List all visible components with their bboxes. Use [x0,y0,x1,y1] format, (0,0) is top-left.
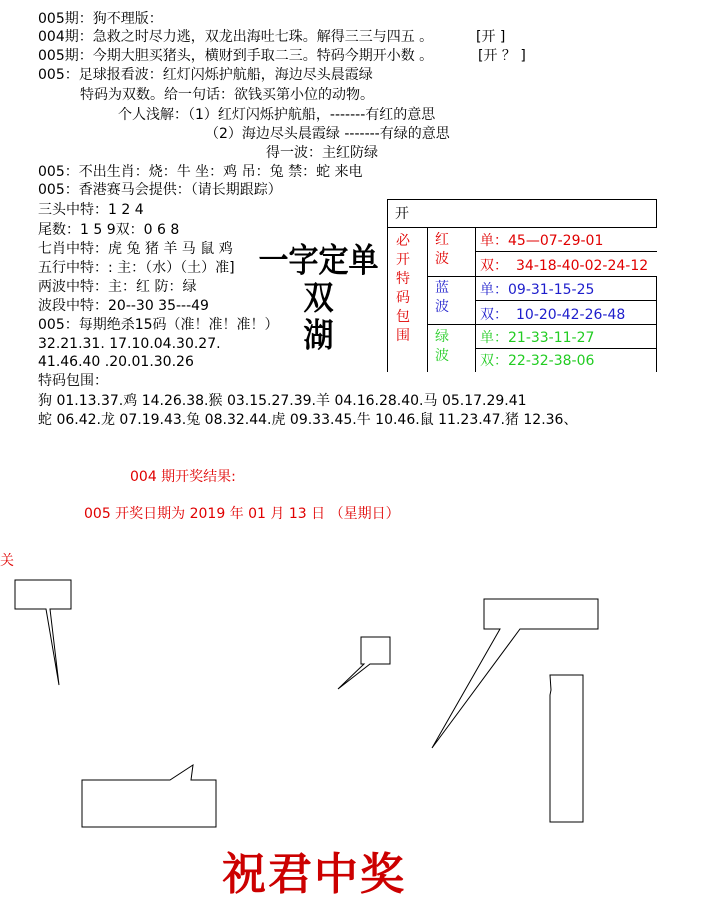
table-row: 单：21-33-11-27 [480,330,595,346]
line-2-bracket: [开 ] [476,29,506,45]
table-row: 双：22-32-38-06 [480,353,595,369]
line-9: 005：不出生肖：烧：牛 坐：鸡 吊：兔 禁：蛇 来电 [38,164,363,180]
table-row: 双： 10-20-42-26-48 [480,307,626,323]
line-22: 蛇 06.42.龙 07.19.43.兔 08.32.44.虎 09.33.45.牛 10.46.鼠 11.23.47.猪 12.36、 [38,412,578,428]
line-2: 004期：急救之时尽力逃，双龙出海吐七珠。解得三三与四五 。 [38,29,434,45]
line-10: 005：香港赛马会提供：（请长期跟踪） [38,182,282,198]
table-row: 单：09-31-15-25 [480,282,595,298]
line-18: 32.21.31. 17.10.04.30.27. [38,336,221,352]
line-21: 狗 01.13.37.鸡 14.26.38.猴 03.15.27.39.羊 04.16.28.40.马 05.17.29.41 [38,393,527,409]
draw-date: 005 开奖日期为 2019 年 01 月 13 日 （星期日） [84,506,400,522]
side-label: 必 开 特 码 包 围 [396,233,410,344]
line-3-bracket: [开 ？ ] [478,48,526,64]
wave-blue: 蓝 波 [435,280,449,315]
line-13: 七肖中特：虎 兔 猪 羊 马 鼠 鸡 [38,241,233,257]
stamp-line: 湖 [303,316,334,356]
line-6: 个人浅解：（1）红灯闪烁护航船，-------有红的意思 [118,107,436,123]
line-15: 两波中特：主：红 防：绿 [38,279,197,295]
edge-mark: 关 [0,553,14,569]
line-5: 特码为双数。给一句话：欲钱买第小位的动物。 [80,87,374,103]
footer-title: 祝君中奖 [222,849,406,900]
line-3: 005期：今期大胆买猪头，横财到手取二三。特码今期开小数 。 [38,48,434,64]
line-17: 005：每期绝杀15码（准！准！准！） [38,317,279,333]
wave-red: 红 波 [435,232,449,267]
wave-green: 绿 波 [435,329,449,364]
stamp-line: 一字定单双 [258,241,379,318]
line-8: 得一波：主红防绿 [266,145,378,161]
line-1: 005期：狗不理版： [38,11,163,27]
line-11: 三头中特：1 2 4 [38,202,144,218]
line-4: 005：足球报看波：红灯闪烁护航船，海边尽头晨霞绿 [38,67,373,83]
line-19: 41.46.40 .20.01.30.26 [38,354,194,370]
line-12: 尾数：1 5 9双：0 6 8 [38,222,180,238]
table-row: 双： 34-18-40-02-24-12 [480,258,649,274]
line-14: 五行中特：: 主：（水）（土）准] [38,260,235,276]
line-7: （2）海边尽头晨霞绿 -------有绿的意思 [205,126,450,142]
line-20: 特码包围： [38,373,108,389]
table-header: 开 [395,206,409,222]
line-16: 波段中特：20--30 35---49 [38,298,209,314]
result-title: 004 期开奖结果: [130,469,236,485]
table-row: 单：45—07-29-01 [480,233,604,249]
